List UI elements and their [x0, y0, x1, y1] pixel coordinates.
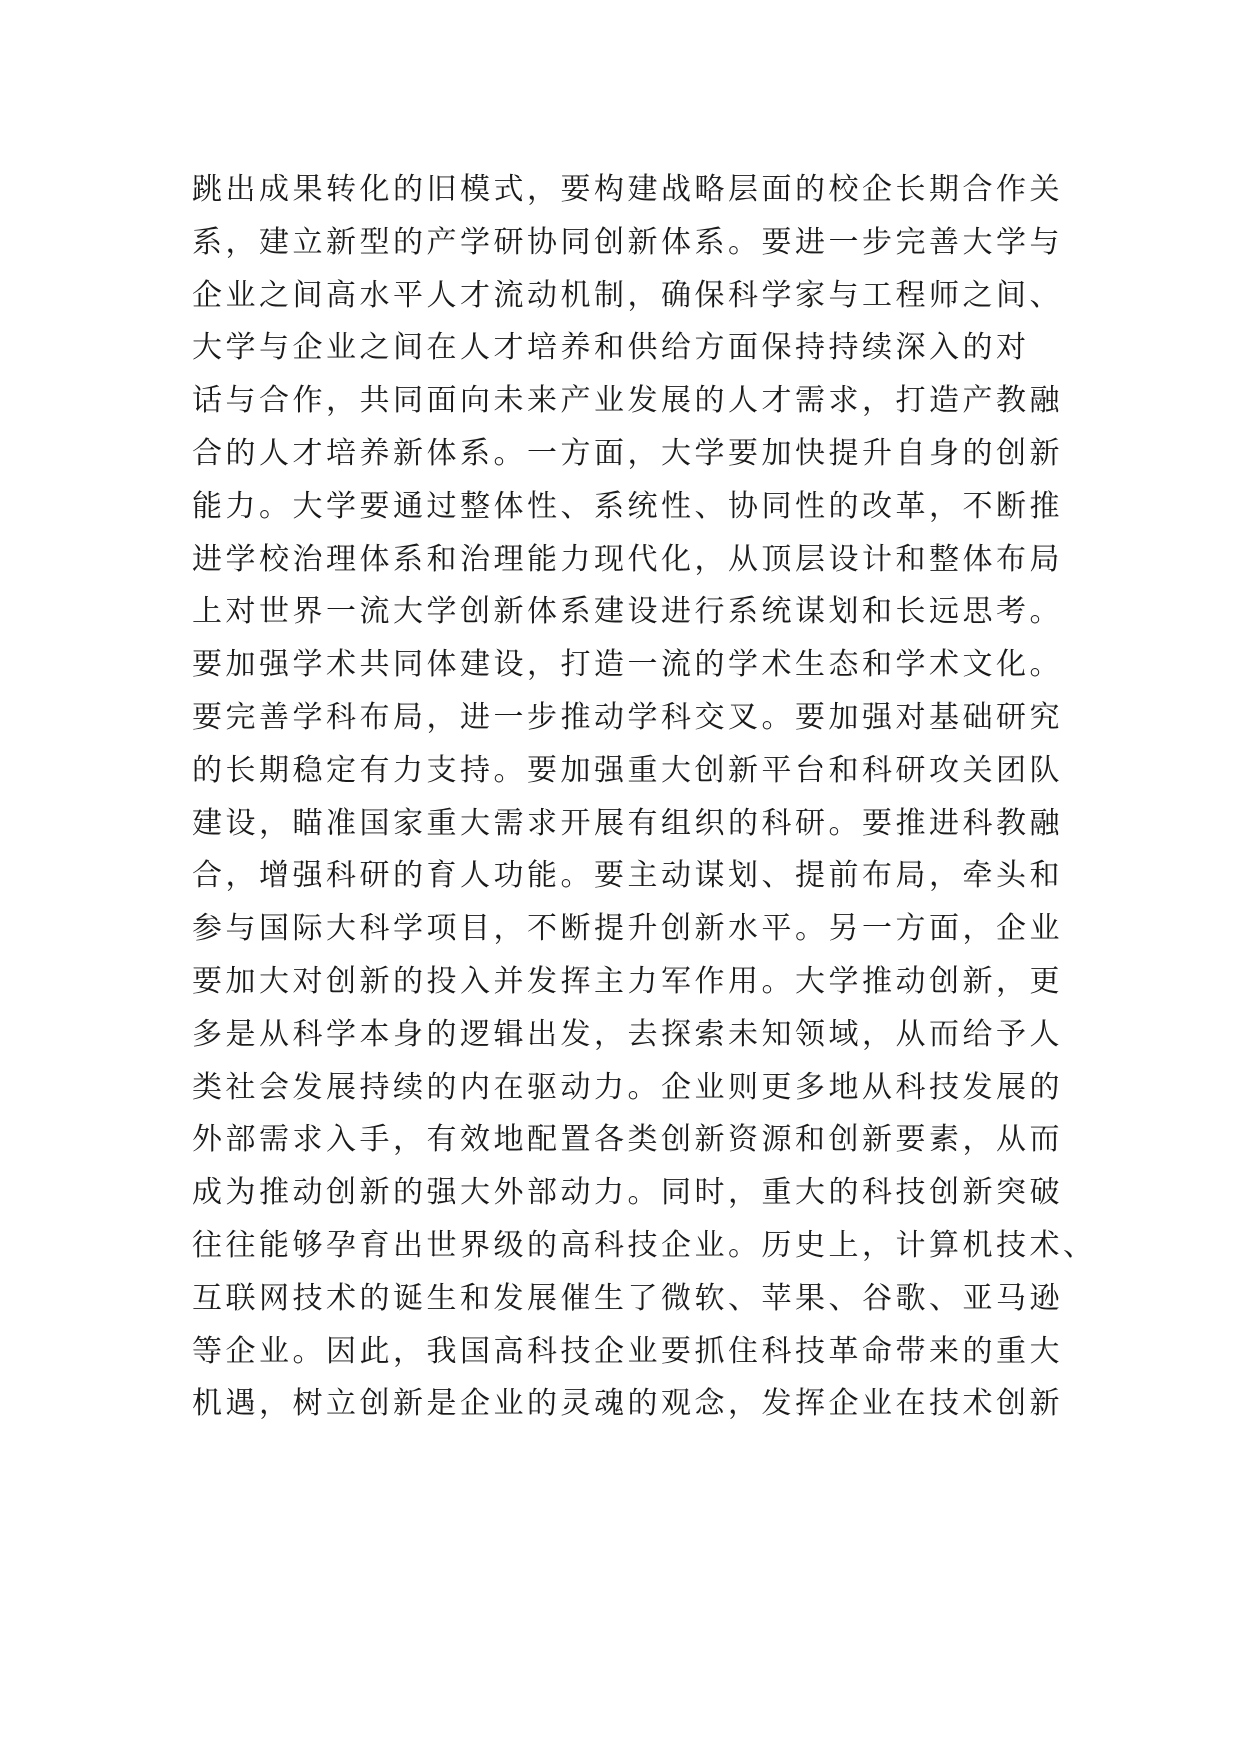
text-line-14: 合，增强科研的育人功能。要主动谋划、提前布局，牵头和 — [192, 858, 1063, 894]
text-line-20: 成为推动创新的强大外部动力。同时，重大的科技创新突破 — [192, 1175, 1063, 1211]
text-line-6: 合的人才培养新体系。一方面，大学要加快提升自身的创新 — [192, 435, 1063, 471]
text-line-5: 话与合作，共同面向未来产业发展的人才需求，打造产教融 — [192, 383, 1063, 419]
text-line-1: 跳出成果转化的旧模式，要构建战略层面的校企长期合作关 — [192, 172, 1063, 207]
text-line-16: 要加大对创新的投入并发挥主力军作用。大学推动创新，更 — [192, 963, 1063, 999]
text-line-18: 类社会发展持续的内在驱动力。企业则更多地从科技发展的 — [192, 1069, 1063, 1105]
text-line-24: 机遇，树立创新是企业的灵魂的观念，发挥企业在技术创新 — [192, 1386, 1063, 1422]
text-line-15: 参与国际大科学项目，不断提升创新水平。另一方面，企业 — [192, 911, 1063, 947]
text-line-13: 建设，瞄准国家重大需求开展有组织的科研。要推进科教融 — [192, 805, 1063, 841]
text-line-4: 大学与企业之间在人才培养和供给方面保持持续深入的对 — [192, 330, 1030, 366]
text-line-2: 系，建立新型的产学研协同创新体系。要进一步完善大学与 — [192, 224, 1063, 260]
text-line-9: 上对世界一流大学创新体系建设进行系统谋划和长远思考。 — [192, 594, 1063, 630]
text-line-3: 企业之间高水平人才流动机制，确保科学家与工程师之间、 — [192, 277, 1063, 313]
text-line-12: 的长期稳定有力支持。要加强重大创新平台和科研攻关团队 — [192, 752, 1063, 788]
body-text — [192, 164, 1097, 1431]
text-line-17: 多是从科学本身的逻辑出发，去探索未知领域，从而给予人 — [192, 1016, 1063, 1052]
text-line-8: 进学校治理体系和治理能力现代化，从顶层设计和整体布局 — [192, 541, 1063, 577]
text-line-7: 能力。大学要通过整体性、系统性、协同性的改革，不断推 — [192, 488, 1063, 524]
text-line-23: 等企业。因此，我国高科技企业要抓住科技革命带来的重大 — [192, 1333, 1063, 1369]
text-line-10: 要加强学术共同体建设，打造一流的学术生态和学术文化。 — [192, 647, 1063, 683]
text-line-21: 往往能够孕育出世界级的高科技企业。历史上，计算机技术、 — [192, 1227, 1097, 1263]
text-line-22: 互联网技术的诞生和发展催生了微软、苹果、谷歌、亚马逊 — [192, 1280, 1063, 1316]
text-line-11: 要完善学科布局，进一步推动学科交叉。要加强对基础研究 — [192, 699, 1063, 735]
text-line-19: 外部需求入手，有效地配置各类创新资源和创新要素，从而 — [192, 1122, 1063, 1158]
